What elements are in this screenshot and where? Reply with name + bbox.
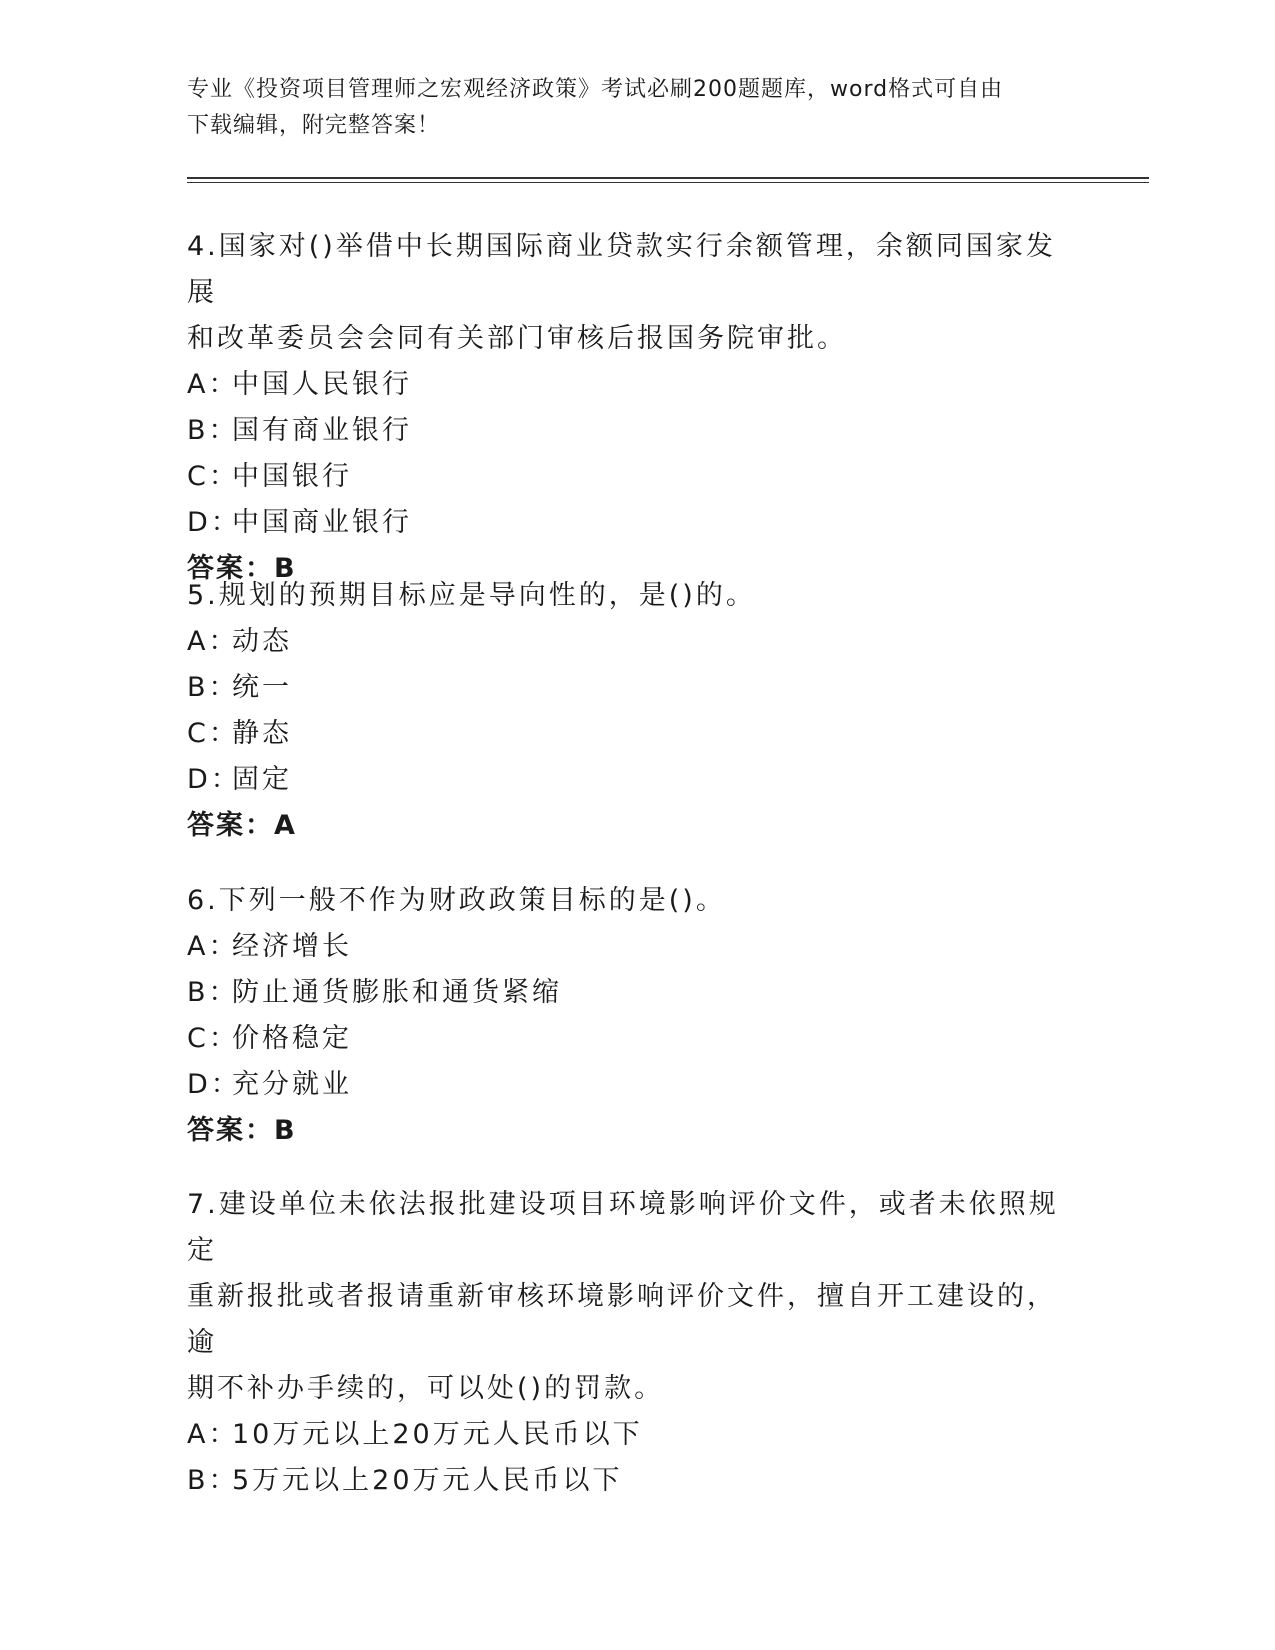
question-stem	[187, 573, 1067, 619]
answer-line	[187, 803, 1067, 849]
option-a	[187, 924, 1067, 970]
question-6	[187, 878, 1067, 1154]
option-text: 中国商业银行	[232, 507, 412, 538]
option-text: 价格稳定	[232, 1023, 352, 1054]
option-text: 中国人民银行	[232, 369, 412, 400]
option-text: 固定	[232, 764, 292, 795]
question-5	[187, 573, 1067, 849]
stem-line: 7.建设单位未依法报批建设项目环境影响评价文件，或者未依照规定	[187, 1189, 1059, 1266]
option-key: C：	[187, 718, 239, 749]
option-d	[187, 757, 1067, 803]
answer-label: 答案：	[187, 810, 274, 841]
answer-value: B	[274, 1115, 297, 1146]
option-key: B：	[187, 1465, 239, 1496]
stem-line: 5.规划的预期目标应是导向性的，是()的。	[187, 580, 756, 611]
option-c	[187, 454, 1067, 500]
option-c	[187, 711, 1067, 757]
option-c	[187, 1016, 1067, 1062]
header-line-1: 专业《投资项目管理师之宏观经济政策》考试必刷200题题库，word格式可自由	[187, 77, 1004, 102]
option-b	[187, 408, 1067, 454]
option-key: B：	[187, 672, 239, 703]
header-line-2: 下载编辑，附完整答案！	[187, 113, 441, 138]
answer-value: B	[274, 553, 297, 584]
option-a	[187, 1412, 1067, 1458]
option-text: 中国银行	[232, 461, 352, 492]
stem-line: 4.国家对()举借中长期国际商业贷款实行余额管理，余额同国家发展	[187, 231, 1056, 308]
answer-label: 答案：	[187, 1115, 274, 1146]
answer-line	[187, 1108, 1067, 1154]
question-stem	[187, 224, 1067, 362]
question-7	[187, 1182, 1067, 1504]
option-key: D：	[187, 764, 241, 795]
option-a	[187, 619, 1067, 665]
option-text: 10万元以上20万元人民币以下	[232, 1419, 643, 1450]
option-b	[187, 665, 1067, 711]
option-text: 统一	[232, 672, 292, 703]
option-key: A：	[187, 369, 239, 400]
option-key: D：	[187, 507, 241, 538]
document-header	[187, 72, 1067, 144]
stem-line: 期不补办手续的，可以处()的罚款。	[187, 1373, 665, 1404]
option-d	[187, 500, 1067, 546]
stem-line: 和改革委员会会同有关部门审核后报国务院审批。	[187, 323, 847, 354]
stem-line: 重新报批或者报请重新审核环境影响评价文件，擅自开工建设的，逾	[187, 1281, 1057, 1358]
answer-label: 答案：	[187, 553, 274, 584]
option-d	[187, 1062, 1067, 1108]
option-a	[187, 362, 1067, 408]
option-key: B：	[187, 977, 239, 1008]
header-divider-thick	[187, 177, 1149, 179]
question-stem	[187, 1182, 1067, 1412]
option-key: A：	[187, 931, 239, 962]
question-stem	[187, 878, 1067, 924]
header-divider-thin	[187, 182, 1149, 183]
question-4	[187, 224, 1067, 592]
option-key: C：	[187, 1023, 239, 1054]
answer-value: A	[274, 810, 297, 841]
option-text: 静态	[232, 718, 292, 749]
option-key: B：	[187, 415, 239, 446]
option-b	[187, 1458, 1067, 1504]
option-key: D：	[187, 1069, 241, 1100]
option-key: A：	[187, 1419, 239, 1450]
option-text: 防止通货膨胀和通货紧缩	[232, 977, 562, 1008]
option-text: 5万元以上20万元人民币以下	[232, 1465, 623, 1496]
option-text: 国有商业银行	[232, 415, 412, 446]
stem-line: 6.下列一般不作为财政政策目标的是()。	[187, 885, 726, 916]
option-key: C：	[187, 461, 239, 492]
option-text: 动态	[232, 626, 292, 657]
option-text: 经济增长	[232, 931, 352, 962]
option-b	[187, 970, 1067, 1016]
option-key: A：	[187, 626, 239, 657]
option-text: 充分就业	[232, 1069, 352, 1100]
